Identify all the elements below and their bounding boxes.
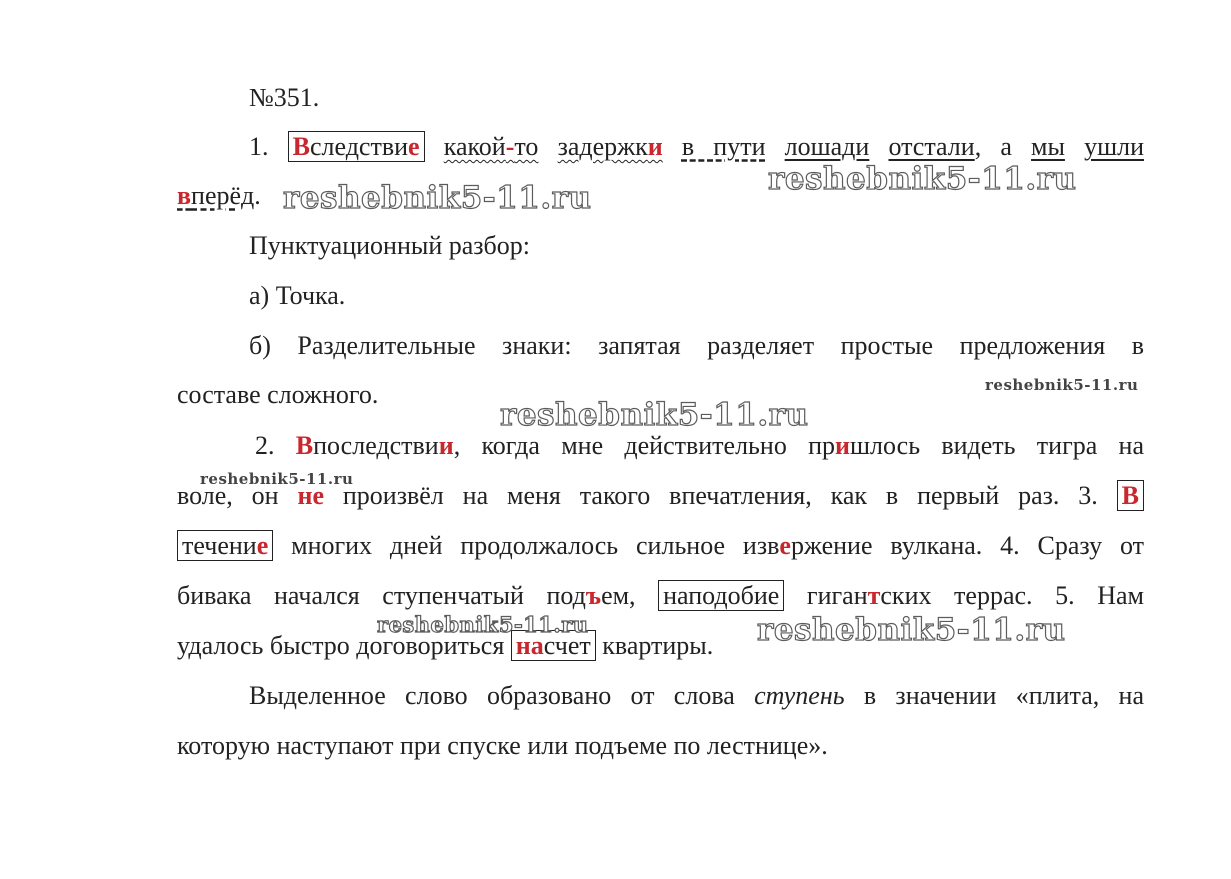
punctuation-b-line-1: б) Разделительные знаки: запятая разделяет простые предложения в [249, 331, 1144, 360]
boxed-word-vsledstvie: Вследствие [288, 131, 425, 162]
boxed-word-techenie: течение [177, 530, 273, 561]
note-line-2: которую наступают при спуске или подъеме по лестнице». [177, 731, 828, 760]
watermark: reshebnik5-11.ru [500, 397, 809, 433]
sentence-1-line-1: 1. Вследствие какой-то задержки в пути лошади отстали, а мы ушли [249, 132, 1144, 161]
watermark: reshebnik5-11.ru [283, 180, 592, 216]
boxed-word-naschet: насчет [511, 630, 596, 661]
sentence-2-line-1: 2. Впоследствии, когда мне действительно пришлось видеть тигра на [255, 431, 1145, 460]
note-line-1: Выделенное слово образовано от слова ступень в значении «плита, на [249, 681, 1144, 710]
task-number: №351. [249, 83, 320, 112]
watermark: reshebnik5-11.ru [377, 612, 589, 637]
sentence-2-line-2: воле, он не произвёл на меня такого впечатления, как в первый раз. 3. В [177, 479, 1144, 513]
sentence-2-line-4: бивака начался ступенчатый подъем, наподобие гигантских террас. 5. Нам [177, 581, 1144, 610]
boxed-letter-v: В [1117, 480, 1144, 511]
sentence-2-line-3: течение многих дней продолжалось сильное извержение вулкана. 4. Сразу от [177, 529, 1144, 563]
watermark: reshebnik5-11.ru [768, 161, 1077, 197]
watermark: reshebnik5-11.ru [757, 612, 1066, 648]
boxed-word-napodobie: наподобие [658, 580, 784, 611]
sentence-1-line-2: вперёд. [177, 181, 261, 210]
sentence-2-line-5: удалось быстро договориться насчет квартиры. [177, 631, 714, 660]
punctuation-title: Пунктуационный разбор: [249, 231, 530, 260]
punctuation-b-line-2: составе сложного. [177, 380, 379, 409]
watermark: reshebnik5-11.ru [985, 376, 1139, 394]
punctuation-a: а) Точка. [249, 281, 346, 310]
watermark: reshebnik5-11.ru [200, 470, 354, 488]
